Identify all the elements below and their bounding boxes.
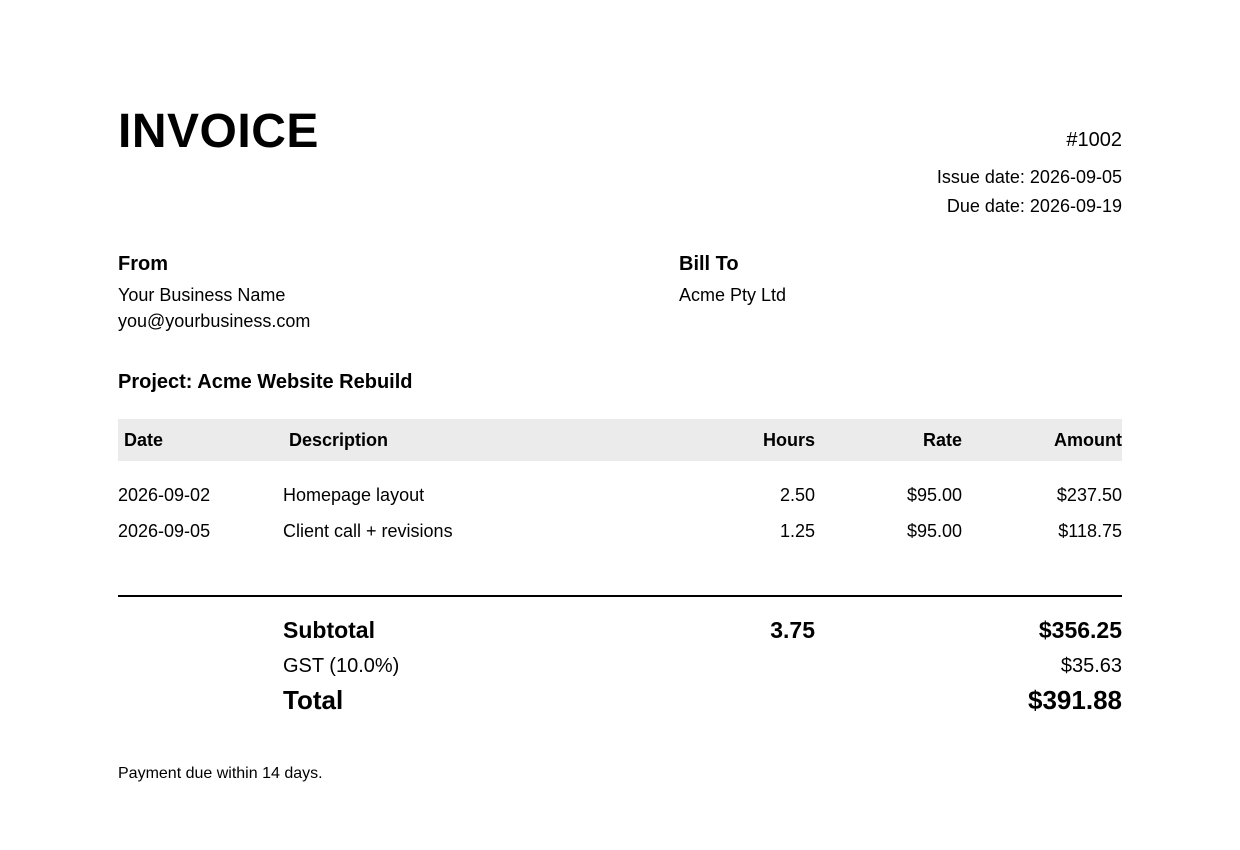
issue-date: Issue date: 2026-09-05	[936, 167, 1122, 187]
header-description: Description	[289, 430, 389, 450]
row-amount: $237.50	[1056, 485, 1122, 505]
row-rate: $95.00	[906, 485, 962, 505]
subtotal-label: Subtotal	[283, 617, 375, 643]
from-heading: From	[118, 253, 168, 275]
gst-amount: $35.63	[1060, 655, 1122, 677]
header-hours: Hours	[762, 430, 815, 450]
header-amount: Amount	[1054, 430, 1122, 450]
project-title: Project: Acme Website Rebuild	[118, 371, 413, 393]
row-hours: 2.50	[779, 485, 815, 505]
totals-divider	[118, 595, 1122, 597]
subtotal-amount: $356.25	[1038, 617, 1122, 643]
invoice-page	[118, 0, 1122, 850]
row-description: Homepage layout	[283, 485, 425, 505]
bill-to-name: Acme Pty Ltd	[679, 285, 787, 305]
from-business-name: Your Business Name	[118, 285, 286, 305]
row-date: 2026-09-02	[118, 485, 211, 505]
header-date: Date	[124, 430, 164, 450]
from-email: you@yourbusiness.com	[118, 311, 311, 331]
invoice-title: INVOICE	[118, 105, 319, 158]
row-date: 2026-09-05	[118, 521, 211, 541]
row-rate: $95.00	[906, 521, 962, 541]
table-row	[118, 482, 1122, 508]
gst-label: GST (10.0%)	[283, 655, 400, 677]
table-row	[118, 518, 1122, 544]
payment-note: Payment due within 14 days.	[118, 765, 323, 782]
invoice-number: #1002	[1066, 129, 1122, 151]
total-label: Total	[283, 685, 344, 715]
header-rate: Rate	[922, 430, 962, 450]
total-amount: $391.88	[1028, 685, 1122, 715]
subtotal-hours: 3.75	[770, 617, 815, 643]
table-header	[118, 419, 1122, 461]
row-description: Client call + revisions	[283, 521, 453, 541]
due-date: Due date: 2026-09-19	[946, 196, 1122, 216]
bill-to-heading: Bill To	[679, 253, 739, 275]
row-hours: 1.25	[779, 521, 815, 541]
row-amount: $118.75	[1058, 521, 1122, 541]
